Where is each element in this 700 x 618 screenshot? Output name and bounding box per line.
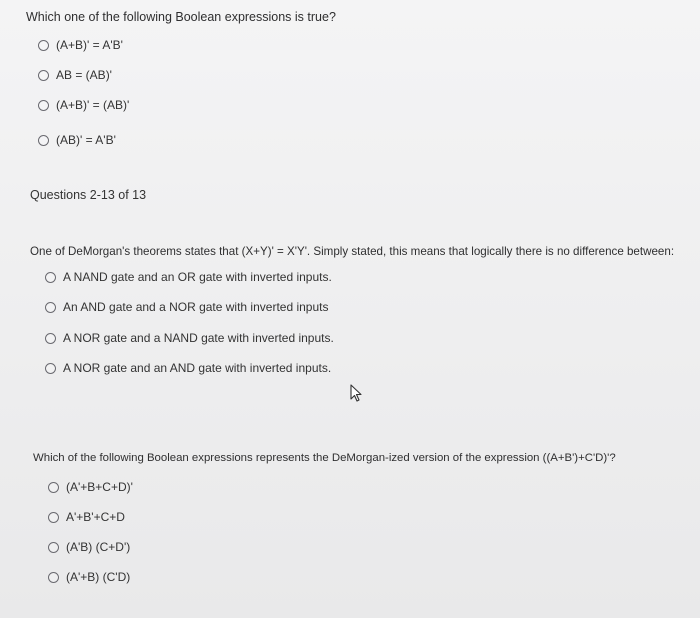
q3-option-3[interactable] bbox=[48, 540, 130, 554]
q2-option-4[interactable] bbox=[45, 361, 331, 375]
q1-option-3[interactable] bbox=[38, 98, 129, 112]
q3-option-1-label: (A'+B+C+D)' bbox=[66, 480, 133, 494]
radio-unselected-icon[interactable] bbox=[48, 542, 59, 553]
q3-option-2-label: A'+B'+C+D bbox=[66, 510, 125, 524]
question-2-prompt: One of DeMorgan's theorems states that (X+Y)' = X'Y'. Simply stated, this means that logically there is no difference between: bbox=[30, 245, 675, 258]
q2-option-4-label: A NOR gate and an AND gate with inverted inputs. bbox=[63, 361, 332, 375]
q2-option-2[interactable] bbox=[45, 300, 328, 314]
q1-option-2-label: AB = (AB)' bbox=[56, 68, 112, 82]
radio-unselected-icon[interactable] bbox=[48, 482, 59, 493]
radio-unselected-icon[interactable] bbox=[45, 363, 56, 374]
radio-unselected-icon[interactable] bbox=[48, 512, 59, 523]
q1-option-4[interactable] bbox=[38, 133, 116, 147]
q1-option-4-label: (AB)' = A'B' bbox=[56, 133, 116, 147]
q1-option-3-label: (A+B)' = (AB)' bbox=[56, 98, 130, 112]
q1-option-1-label: (A+B)' = A'B' bbox=[56, 38, 123, 52]
q2-option-2-label: An AND gate and a NOR gate with inverted inputs bbox=[63, 300, 329, 314]
radio-unselected-icon[interactable] bbox=[38, 135, 49, 146]
radio-unselected-icon[interactable] bbox=[38, 100, 49, 111]
question-counter: Questions 2-13 of 13 bbox=[30, 188, 147, 202]
question-1-prompt: Which one of the following Boolean expressions is true? bbox=[26, 10, 336, 24]
radio-unselected-icon[interactable] bbox=[45, 272, 56, 283]
radio-unselected-icon[interactable] bbox=[45, 333, 56, 344]
radio-unselected-icon[interactable] bbox=[38, 40, 49, 51]
q2-option-3-label: A NOR gate and a NAND gate with inverted inputs. bbox=[63, 331, 334, 345]
q1-option-2[interactable] bbox=[38, 68, 112, 82]
mouse-pointer-icon bbox=[349, 384, 363, 402]
radio-unselected-icon[interactable] bbox=[48, 572, 59, 583]
radio-unselected-icon[interactable] bbox=[45, 302, 56, 313]
q2-option-3[interactable] bbox=[45, 331, 334, 345]
q2-option-1[interactable] bbox=[45, 270, 332, 284]
q1-option-1[interactable] bbox=[38, 38, 123, 52]
q3-option-2[interactable] bbox=[48, 510, 125, 524]
q3-option-4-label: (A'+B) (C'D) bbox=[66, 570, 131, 584]
radio-unselected-icon[interactable] bbox=[38, 70, 49, 81]
question-3-prompt: Which of the following Boolean expressions represents the DeMorgan-ized version of the expression ((A+B')+C'D)'? bbox=[33, 452, 616, 464]
q3-option-4[interactable] bbox=[48, 570, 130, 584]
q3-option-1[interactable] bbox=[48, 480, 133, 494]
q2-option-1-label: A NAND gate and an OR gate with inverted inputs. bbox=[63, 270, 332, 284]
q3-option-3-label: (A'B) (C+D') bbox=[66, 540, 131, 554]
